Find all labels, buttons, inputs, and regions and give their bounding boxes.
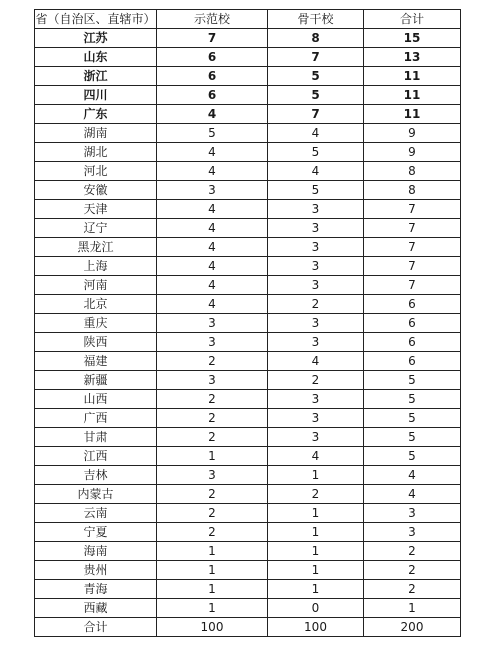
total-cell: 15 bbox=[364, 29, 461, 48]
core-schools-cell: 3 bbox=[268, 409, 364, 428]
table-row bbox=[35, 257, 461, 276]
province-cell: 江苏 bbox=[35, 29, 157, 48]
core-schools-cell: 3 bbox=[268, 200, 364, 219]
table-row bbox=[35, 200, 461, 219]
demo-schools-cell: 6 bbox=[157, 67, 268, 86]
demo-schools-cell: 4 bbox=[157, 276, 268, 295]
demo-schools-cell: 4 bbox=[157, 200, 268, 219]
total-cell: 5 bbox=[364, 409, 461, 428]
table-row bbox=[35, 485, 461, 504]
province-cell: 江西 bbox=[35, 447, 157, 466]
province-cell: 北京 bbox=[35, 295, 157, 314]
total-cell: 4 bbox=[364, 466, 461, 485]
table-header bbox=[35, 10, 461, 29]
demo-schools-cell: 7 bbox=[157, 29, 268, 48]
demo-schools-cell: 1 bbox=[157, 599, 268, 618]
province-cell: 天津 bbox=[35, 200, 157, 219]
province-cell: 内蒙古 bbox=[35, 485, 157, 504]
province-cell: 海南 bbox=[35, 542, 157, 561]
table-row bbox=[35, 67, 461, 86]
table-row bbox=[35, 105, 461, 124]
table-row bbox=[35, 48, 461, 67]
total-cell: 7 bbox=[364, 276, 461, 295]
table-row bbox=[35, 124, 461, 143]
demo-schools-cell: 2 bbox=[157, 428, 268, 447]
demo-schools-cell: 2 bbox=[157, 485, 268, 504]
core-schools-cell: 3 bbox=[268, 314, 364, 333]
demo-schools-cell: 1 bbox=[157, 580, 268, 599]
core-schools-cell: 1 bbox=[268, 523, 364, 542]
total-cell: 11 bbox=[364, 86, 461, 105]
table-row bbox=[35, 409, 461, 428]
core-schools-cell: 3 bbox=[268, 390, 364, 409]
total-cell: 2 bbox=[364, 580, 461, 599]
schools-by-province-table bbox=[34, 9, 461, 637]
total-row bbox=[35, 618, 461, 637]
core-schools-cell: 3 bbox=[268, 238, 364, 257]
total-cell: 7 bbox=[364, 219, 461, 238]
core-schools-cell: 4 bbox=[268, 162, 364, 181]
total-cell: 13 bbox=[364, 48, 461, 67]
core-schools-cell: 7 bbox=[268, 105, 364, 124]
total-cell: 11 bbox=[364, 67, 461, 86]
province-cell: 新疆 bbox=[35, 371, 157, 390]
header-core-schools: 骨干校 bbox=[268, 10, 364, 29]
total-cell: 6 bbox=[364, 333, 461, 352]
demo-schools-cell: 4 bbox=[157, 238, 268, 257]
core-schools-cell: 1 bbox=[268, 580, 364, 599]
province-cell: 湖南 bbox=[35, 124, 157, 143]
total-cell: 8 bbox=[364, 162, 461, 181]
demo-schools-cell: 4 bbox=[157, 143, 268, 162]
core-schools-cell: 3 bbox=[268, 428, 364, 447]
table-row bbox=[35, 561, 461, 580]
total-cell: 2 bbox=[364, 542, 461, 561]
table-row bbox=[35, 352, 461, 371]
province-cell: 福建 bbox=[35, 352, 157, 371]
table-row bbox=[35, 390, 461, 409]
table-row bbox=[35, 371, 461, 390]
core-schools-cell: 5 bbox=[268, 143, 364, 162]
table-footer bbox=[35, 618, 461, 637]
core-schools-cell: 1 bbox=[268, 504, 364, 523]
demo-schools-cell: 3 bbox=[157, 181, 268, 200]
table-row bbox=[35, 466, 461, 485]
core-schools-cell: 0 bbox=[268, 599, 364, 618]
demo-schools-cell: 4 bbox=[157, 257, 268, 276]
total-cell: 1 bbox=[364, 599, 461, 618]
province-cell: 广西 bbox=[35, 409, 157, 428]
demo-schools-cell: 4 bbox=[157, 219, 268, 238]
total-cell: 6 bbox=[364, 352, 461, 371]
province-cell: 青海 bbox=[35, 580, 157, 599]
total-core-schools: 100 bbox=[268, 618, 364, 637]
province-cell: 广东 bbox=[35, 105, 157, 124]
core-schools-cell: 3 bbox=[268, 219, 364, 238]
total-cell: 6 bbox=[364, 314, 461, 333]
demo-schools-cell: 1 bbox=[157, 561, 268, 580]
core-schools-cell: 1 bbox=[268, 466, 364, 485]
core-schools-cell: 1 bbox=[268, 561, 364, 580]
province-cell: 浙江 bbox=[35, 67, 157, 86]
demo-schools-cell: 3 bbox=[157, 314, 268, 333]
total-label: 合计 bbox=[35, 618, 157, 637]
province-cell: 河北 bbox=[35, 162, 157, 181]
header-row bbox=[35, 10, 461, 29]
core-schools-cell: 8 bbox=[268, 29, 364, 48]
demo-schools-cell: 2 bbox=[157, 504, 268, 523]
table-row bbox=[35, 504, 461, 523]
core-schools-cell: 3 bbox=[268, 333, 364, 352]
table-row bbox=[35, 86, 461, 105]
demo-schools-cell: 2 bbox=[157, 352, 268, 371]
province-cell: 河南 bbox=[35, 276, 157, 295]
table-row bbox=[35, 162, 461, 181]
total-cell: 3 bbox=[364, 504, 461, 523]
table-row bbox=[35, 314, 461, 333]
core-schools-cell: 2 bbox=[268, 485, 364, 504]
province-cell: 贵州 bbox=[35, 561, 157, 580]
core-schools-cell: 4 bbox=[268, 352, 364, 371]
total-cell: 9 bbox=[364, 143, 461, 162]
total-demo-schools: 100 bbox=[157, 618, 268, 637]
total-cell: 5 bbox=[364, 428, 461, 447]
core-schools-cell: 5 bbox=[268, 67, 364, 86]
province-cell: 湖北 bbox=[35, 143, 157, 162]
total-cell: 3 bbox=[364, 523, 461, 542]
core-schools-cell: 7 bbox=[268, 48, 364, 67]
province-cell: 宁夏 bbox=[35, 523, 157, 542]
province-cell: 陕西 bbox=[35, 333, 157, 352]
demo-schools-cell: 2 bbox=[157, 523, 268, 542]
total-cell: 7 bbox=[364, 238, 461, 257]
total-cell: 5 bbox=[364, 371, 461, 390]
table-row bbox=[35, 447, 461, 466]
demo-schools-cell: 6 bbox=[157, 86, 268, 105]
province-cell: 西藏 bbox=[35, 599, 157, 618]
demo-schools-cell: 3 bbox=[157, 371, 268, 390]
total-cell: 8 bbox=[364, 181, 461, 200]
core-schools-cell: 1 bbox=[268, 542, 364, 561]
header-province: 省（自治区、直辖市） bbox=[35, 10, 157, 29]
province-cell: 云南 bbox=[35, 504, 157, 523]
total-cell: 5 bbox=[364, 447, 461, 466]
header-total: 合计 bbox=[364, 10, 461, 29]
province-cell: 重庆 bbox=[35, 314, 157, 333]
total-cell: 6 bbox=[364, 295, 461, 314]
demo-schools-cell: 3 bbox=[157, 333, 268, 352]
table-row bbox=[35, 181, 461, 200]
province-cell: 辽宁 bbox=[35, 219, 157, 238]
total-cell: 9 bbox=[364, 124, 461, 143]
total-cell: 4 bbox=[364, 485, 461, 504]
total-cell: 7 bbox=[364, 200, 461, 219]
demo-schools-cell: 6 bbox=[157, 48, 268, 67]
core-schools-cell: 5 bbox=[268, 86, 364, 105]
core-schools-cell: 4 bbox=[268, 447, 364, 466]
core-schools-cell: 3 bbox=[268, 276, 364, 295]
header-demo-schools: 示范校 bbox=[157, 10, 268, 29]
table-body bbox=[35, 29, 461, 618]
demo-schools-cell: 1 bbox=[157, 447, 268, 466]
core-schools-cell: 3 bbox=[268, 257, 364, 276]
table-row bbox=[35, 333, 461, 352]
total-cell: 7 bbox=[364, 257, 461, 276]
table-row bbox=[35, 428, 461, 447]
province-cell: 甘肃 bbox=[35, 428, 157, 447]
table-row bbox=[35, 219, 461, 238]
demo-schools-cell: 4 bbox=[157, 295, 268, 314]
table-row bbox=[35, 295, 461, 314]
province-cell: 四川 bbox=[35, 86, 157, 105]
core-schools-cell: 2 bbox=[268, 295, 364, 314]
province-cell: 黑龙江 bbox=[35, 238, 157, 257]
total-cell: 5 bbox=[364, 390, 461, 409]
province-cell: 山西 bbox=[35, 390, 157, 409]
demo-schools-cell: 3 bbox=[157, 466, 268, 485]
total-cell: 2 bbox=[364, 561, 461, 580]
province-cell: 上海 bbox=[35, 257, 157, 276]
demo-schools-cell: 5 bbox=[157, 124, 268, 143]
table-row bbox=[35, 276, 461, 295]
core-schools-cell: 2 bbox=[268, 371, 364, 390]
demo-schools-cell: 4 bbox=[157, 105, 268, 124]
core-schools-cell: 5 bbox=[268, 181, 364, 200]
total-cell: 11 bbox=[364, 105, 461, 124]
demo-schools-cell: 1 bbox=[157, 542, 268, 561]
table-row bbox=[35, 523, 461, 542]
table-row bbox=[35, 238, 461, 257]
table-row bbox=[35, 580, 461, 599]
table-row bbox=[35, 599, 461, 618]
demo-schools-cell: 2 bbox=[157, 409, 268, 428]
province-cell: 山东 bbox=[35, 48, 157, 67]
demo-schools-cell: 4 bbox=[157, 162, 268, 181]
core-schools-cell: 4 bbox=[268, 124, 364, 143]
province-cell: 吉林 bbox=[35, 466, 157, 485]
table-row bbox=[35, 542, 461, 561]
demo-schools-cell: 2 bbox=[157, 390, 268, 409]
table-row bbox=[35, 29, 461, 48]
table-row bbox=[35, 143, 461, 162]
province-cell: 安徽 bbox=[35, 181, 157, 200]
total-sum: 200 bbox=[364, 618, 461, 637]
